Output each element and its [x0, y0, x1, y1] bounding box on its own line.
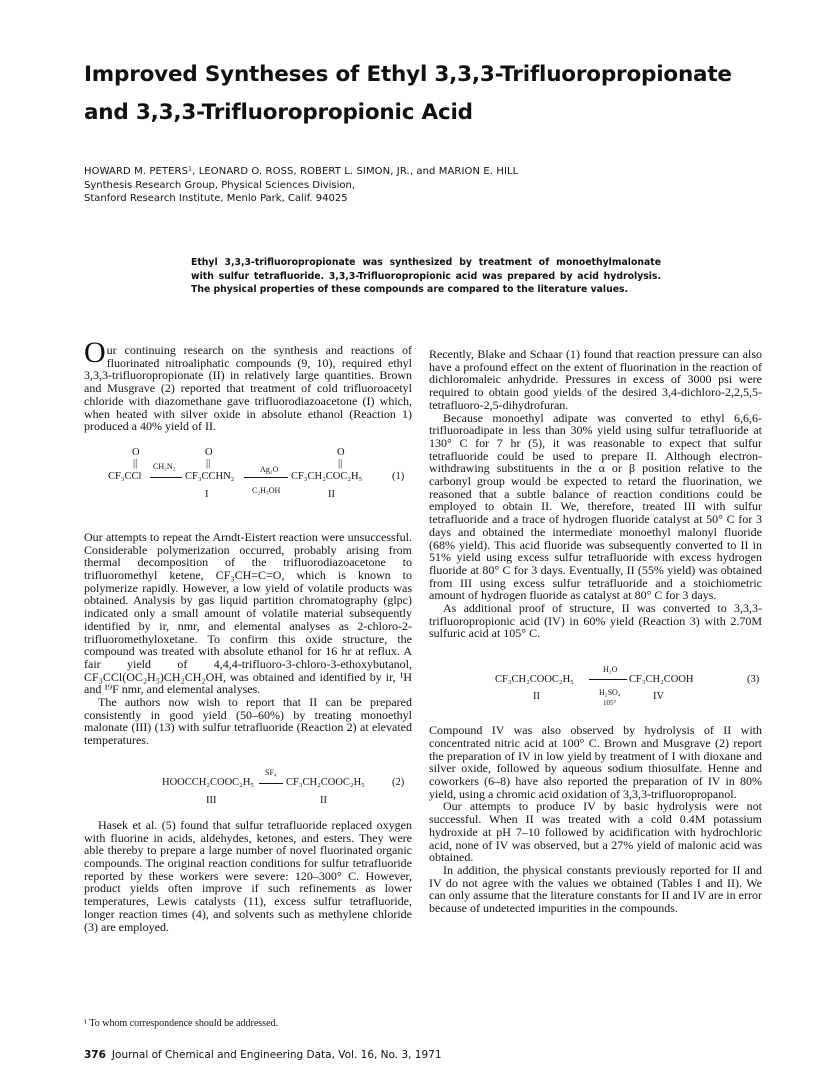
rxn3-label-product: IV: [653, 691, 665, 703]
drop-cap: O: [84, 336, 106, 369]
rxn3-product: CF₃CH₂COOH: [629, 674, 694, 686]
rxn2-product: CF₃CH₂COOC₂H₅: [286, 776, 365, 788]
page-number: 376: [84, 1049, 106, 1061]
paragraph-hasek: Hasek et al. (5) found that sulfur tetrafluoride replaced oxygen with fluorine in acids, aldehydes, ketones, and esters. They were able thereby to prepare a large number of novel fluorinated organic compounds. The original reaction conditions for sulfur tetrafluoride reported by these workers were severe: 120–300° C. However, product yields often improve if such refinements as lower temperatures, Lewis catalysts (11), excess sulfur tetrafluoride, longer reaction times (4), and solvents such as methylene chloride (3) are employed.: [84, 817, 412, 934]
rxn2-label-reactant: III: [206, 794, 217, 806]
paragraph-report: The authors now wish to report that II can be prepared consistently in good yield (50–60%) by treating monoethyl malonate (III) (13) with sulfur tetrafluoride (Reaction 2) at elevated temperatures.: [84, 695, 412, 748]
rxn1-double-bond-2: ||: [206, 457, 211, 469]
rxn2-reactant: HOOCCH₂COOC₂H₅: [162, 776, 255, 788]
rxn3-label-reactant: II: [533, 691, 540, 703]
paragraph-compound-iv: Compound IV was also observed by hydrolysis of II with concentrated nitric acid at 100° C. Brown and Musgrave (2) report the preparation of IV in low yield by treatment of I with dioxane and silver oxide, followed by aqueous sodium thiosulfate. Henne and coworkers (6–8) have also reported the preparation of IV in 80% yield, using a chromic acid oxidation of 3,3,3-trifluoropropanol.: [429, 723, 762, 801]
rxn3-reagent-water: H₂O: [603, 665, 618, 675]
abstract: Ethyl 3,3,3-trifluoropropionate was synthesized by treatment of monoethylmalonate with sulfur tetrafluoride. 3,3,3-Trifluoropropionic acid was prepared by acid hydrolysis. The physical properties of these compounds are compared to the literature values.: [191, 257, 661, 296]
paragraph-blake-schaar: Recently, Blake and Schaar (1) found that reaction pressure can also have a profound effect on the extent of fluorination in the reaction of dichloromaleic anhydride. Pressures in excess of 3000 psi were required to obtain good yields of the desired 3,4-dichloro-2,2,5,5-tetrafluoro-2,5-dihydrofuran.: [429, 347, 762, 412]
affiliation-line-2: Stanford Research Institute, Menlo Park, Calif. 94025: [84, 193, 348, 204]
rxn2-label-product: II: [320, 794, 327, 806]
rxn3-reagent-sulfuric-acid: H₂SO₄: [599, 688, 621, 698]
reaction-1-scheme: [84, 439, 412, 529]
right-column: [429, 348, 762, 915]
rxn1-reagent-silver-oxide: Ag₂O: [260, 464, 279, 474]
rxn1-label-I: I: [205, 488, 209, 500]
rxn1-double-bond-1: ||: [133, 457, 138, 469]
article-title: Improved Syntheses of Ethyl 3,3,3-Trifluoropropionate and 3,3,3-Trifluoropropionic Acid: [84, 62, 732, 125]
rxn2-reagent: SF₄: [265, 767, 277, 777]
paragraph-intro: ur continuing research on the synthesis and reactions of fluorinated nitroaliphatic compounds (9, 10), required ethyl 3,3,3-trifluoropropionate (II) in relatively large quantities. Brown and Musgrave (2) reported that treatment of cold trifluoroacetyl chloride with diazomethane gave trifluorodiazoacetone (I) which, when heated with silver oxide in absolute ethanol (Reaction 1) produced a 40% yield of II.: [84, 343, 412, 434]
left-column: [84, 336, 412, 934]
rxn1-product: CF₃CH₂COC₂H₅: [291, 470, 363, 482]
affiliation-line-1: Synthesis Research Group, Physical Sciences Division,: [84, 180, 356, 191]
rxn1-number: (1): [392, 470, 405, 482]
rxn1-oxygen-1: O: [132, 446, 140, 458]
paragraph-proof: As additional proof of structure, II was converted to 3,3,3-trifluoropropionic acid (IV) in 60% yield (Reaction 3) with 2.70M sulfuric acid at 105° C.: [429, 601, 762, 641]
rxn1-arrow-1: [150, 477, 182, 478]
rxn1-oxygen-3: O: [337, 446, 345, 458]
rxn1-reagent-ethanol: C₂H₅OH: [252, 485, 281, 495]
paragraph-adipate: Because monoethyl adipate was converted to ethyl 6,6,6-trifluoroadipate in less than 30% yield using sulfur tetrafluoride at 130° C for 7 hr (5), it was reasonable to expect that sulfur tetrafluoride could be used to prepare II. Although electron-withdrawing substituents in the α or β position relative to the carbonyl group would be expected to retard the fluorination, we reasoned that a subtle balance of reaction conditions could be employed to obtain II. We, therefore, treated III with sulfur tetrafluoride and a trace of hydrogen fluoride catalyst at 50° C for 3 days and obtained the intermediate monoethyl malonyl fluoride (68% yield). This acid fluoride was subsequently converted to II in 51% yield using excess sulfur tetrafluoride with excess hydrogen fluoride at 80° C for 3 days. Eventually, II (55% yield) was obtained from III using excess sulfur tetrafluoride and a stoichiometric amount of hydrogen fluoride as catalyst at 80° C for 3 days.: [429, 410, 762, 603]
rxn1-reagent-diazomethane: CH₂N₂: [153, 461, 176, 471]
paragraph-arndt-eistert: Our attempts to repeat the Arndt-Eistert reaction were unsuccessful. Considerable polymerization occurred, probably arising from thermal decomposition of the trifluorodiazoacetone to trifluoromethyl ketene, CF₃CH=C=O, which is known to polymerize rapidly. However, a low yield of volatile products was obtained. Analysis by gas liquid partition chromatography (glpc) indicated only a small amount of volatile material subsequently identified by ir, nmr, and elemental analyses as 2-chloro-2-trifluoromethyloxetane. To confirm this oxide structure, the compound was treated with absolute ethanol for 16 hr at reflux. A fair yield of 4,4,4-trifluoro-3-chloro-3-ethoxybutanol, CF₃CCl(OC₂H₅)CH₂CH₂OH, was obtained and identified by ir, ¹H and ¹⁹F nmr, and elemental analyses.: [84, 529, 412, 697]
rxn1-intermediate: CF₃CCHN₂: [185, 470, 235, 482]
rxn1-arrow-2: [244, 477, 288, 478]
rxn3-number: (3): [747, 674, 760, 686]
journal-citation: Journal of Chemical and Engineering Data, Vol. 16, No. 3, 1971: [111, 1049, 442, 1061]
paragraph-physical-constants: In addition, the physical constants previously reported for II and IV do not agree with the values we obtained (Tables I and II). We can only assume that the literature constants for II and IV are in error because of undetected impurities in the compounds.: [429, 862, 762, 916]
footnote: ¹ To whom correspondence should be addressed.: [84, 1018, 279, 1029]
reaction-3-scheme: [429, 640, 762, 724]
rxn1-reactant: CF₃CCl: [108, 470, 142, 482]
rxn1-label-II: II: [328, 488, 335, 500]
rxn2-arrow: [259, 783, 283, 784]
rxn3-arrow: [589, 679, 627, 680]
author-list: HOWARD M. PETERS¹, LEONARD O. ROSS, ROBERT L. SIMON, JR., and MARION E. HILL: [84, 166, 519, 177]
rxn1-double-bond-3: ||: [338, 457, 343, 469]
rxn1-oxygen-2: O: [205, 446, 213, 458]
reaction-2-scheme: [84, 747, 412, 819]
rxn3-reactant: CF₃CH₂COOC₂H₅: [495, 674, 574, 686]
rxn3-reagent-temperature: 105°: [603, 699, 617, 708]
page-footer: [84, 1049, 442, 1061]
paragraph-basic-hydrolysis: Our attempts to produce IV by basic hydrolysis were not successful. When II was treated with a cold 0.4M potassium hydroxide at pH 7–10 followed by acidification with hydrochloric acid, none of IV was observed, but a 27% yield of malonic acid was obtained.: [429, 799, 762, 865]
rxn2-number: (2): [392, 776, 405, 788]
